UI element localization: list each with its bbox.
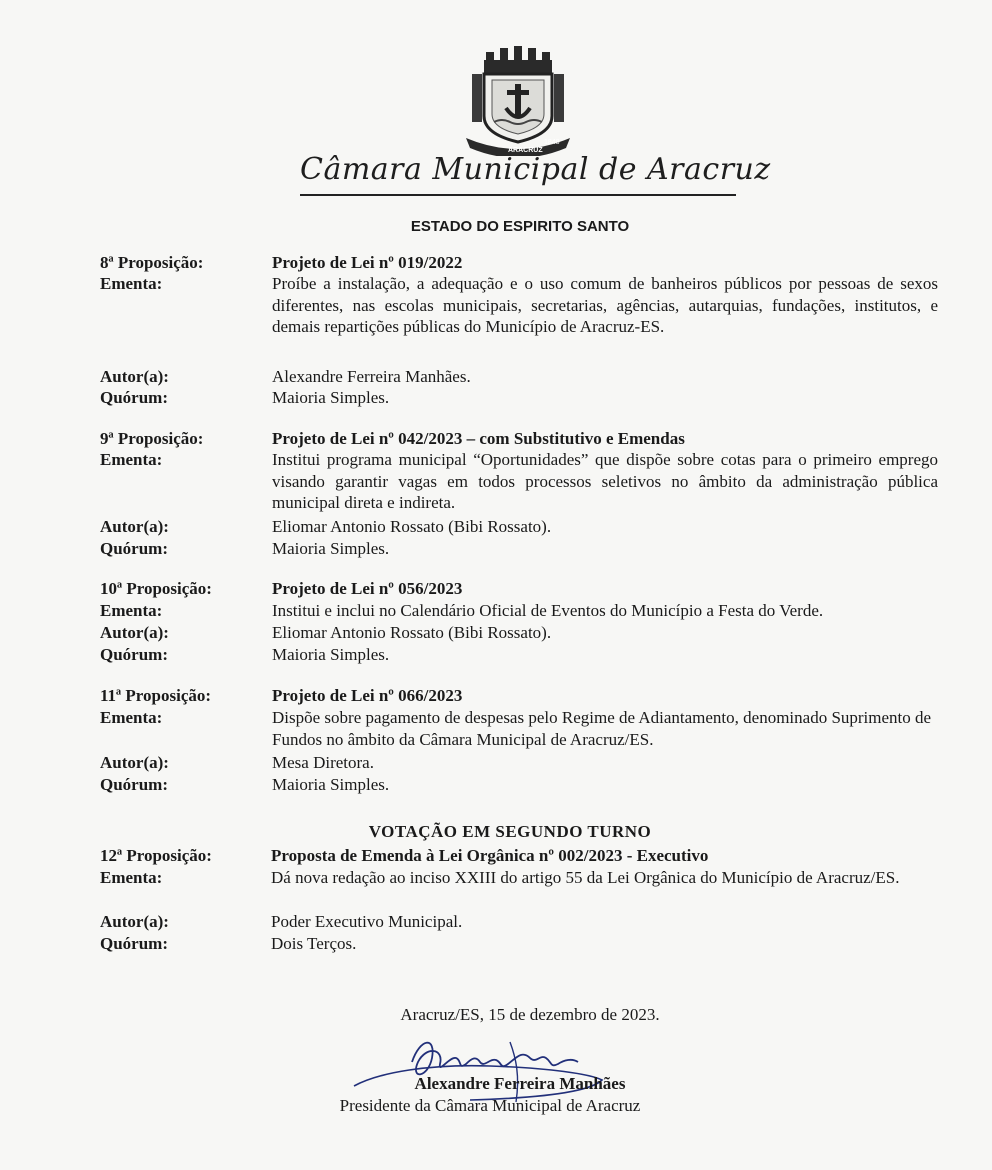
quorum-label: Quórum: — [100, 539, 168, 558]
crest-year-text: 1848 — [544, 139, 560, 146]
section-title-second-round: VOTAÇÃO EM SEGUNDO TURNO — [368, 822, 652, 841]
proposition-title: Proposta de Emenda à Lei Orgânica nº 002/2023 - Executivo — [271, 846, 709, 865]
municipal-crest-icon — [462, 38, 574, 156]
proposition-ementa: Dá nova redação ao inciso XXIII do artigo 55 da Lei Orgânica do Município de Aracruz/ES. — [271, 868, 900, 887]
proposition-autor: Poder Executivo Municipal. — [271, 912, 463, 931]
proposition-quorum: Maioria Simples. — [272, 539, 390, 558]
proposition-number: 11ª Proposição: — [100, 686, 212, 705]
proposition-number: 8ª Proposição: — [100, 253, 204, 272]
proposition-number: 9ª Proposição: — [100, 429, 204, 448]
state-name: ESTADO DO ESPIRITO SANTO — [410, 218, 630, 235]
proposition-ementa: Dispõe sobre pagamento de despesas pelo Regime de Adiantamento, denominado Suprimento de Fundos no âmbito da Câmara Municipal de Aracruz/ES. — [272, 708, 932, 749]
ementa-label: Ementa: — [100, 601, 163, 620]
proposition-title: Projeto de Lei nº 019/2022 — [272, 253, 463, 272]
proposition-autor: Eliomar Antonio Rossato (Bibi Rossato). — [272, 517, 552, 536]
proposition-quorum: Maioria Simples. — [272, 388, 390, 407]
proposition-autor: Mesa Diretora. — [272, 753, 374, 772]
chamber-name: Câmara Municipal de Aracruz — [300, 152, 771, 187]
ementa-label: Ementa: — [100, 450, 163, 469]
signer-role: Presidente da Câmara Municipal de Aracruz — [339, 1096, 641, 1115]
proposition-ementa: Institui programa municipal “Oportunidades” que dispõe sobre cotas para o primeiro emprego visando garantir vagas em todos processos seletivos no âmbito da administração pública municipal direta e indireta. — [272, 450, 938, 512]
proposition-quorum: Dois Terços. — [271, 934, 357, 953]
proposition-ementa: Institui e inclui no Calendário Oficial de Eventos do Município a Festa do Verde. — [272, 601, 824, 620]
ementa-label: Ementa: — [100, 274, 163, 293]
autor-label: Autor(a): — [100, 753, 169, 772]
autor-label: Autor(a): — [100, 517, 169, 536]
autor-label: Autor(a): — [100, 912, 169, 931]
chamber-underline — [300, 194, 736, 196]
proposition-quorum: Maioria Simples. — [272, 645, 390, 664]
date-line: Aracruz/ES, 15 de dezembro de 2023. — [400, 1005, 660, 1024]
signer-name: Alexandre Ferreira Manhães — [414, 1074, 626, 1093]
proposition-title: Projeto de Lei nº 066/2023 — [272, 686, 463, 705]
quorum-label: Quórum: — [100, 388, 168, 407]
proposition-autor: Alexandre Ferreira Manhães. — [272, 367, 471, 386]
autor-label: Autor(a): — [100, 367, 169, 386]
quorum-label: Quórum: — [100, 775, 168, 794]
quorum-label: Quórum: — [100, 934, 168, 953]
crest-ribbon-text: ARACRUZ — [508, 147, 543, 154]
proposition-number: 12ª Proposição: — [100, 846, 212, 865]
ementa-label: Ementa: — [100, 868, 163, 887]
proposition-title: Projeto de Lei nº 056/2023 — [272, 579, 463, 598]
proposition-autor: Eliomar Antonio Rossato (Bibi Rossato). — [272, 623, 552, 642]
quorum-label: Quórum: — [100, 645, 168, 664]
autor-label: Autor(a): — [100, 623, 169, 642]
proposition-title: Projeto de Lei nº 042/2023 – com Substitutivo e Emendas — [272, 429, 685, 448]
proposition-number: 10ª Proposição: — [100, 579, 212, 598]
ementa-label: Ementa: — [100, 708, 163, 727]
proposition-ementa: Proíbe a instalação, a adequação e o uso comum de banheiros públicos por pessoas de sexos diferentes, nas escolas municipais, secretarias, agências, autarquias, fundações, institutos, e demais repartições públicas do Município de Aracruz-ES. — [272, 274, 938, 336]
proposition-quorum: Maioria Simples. — [272, 775, 390, 794]
